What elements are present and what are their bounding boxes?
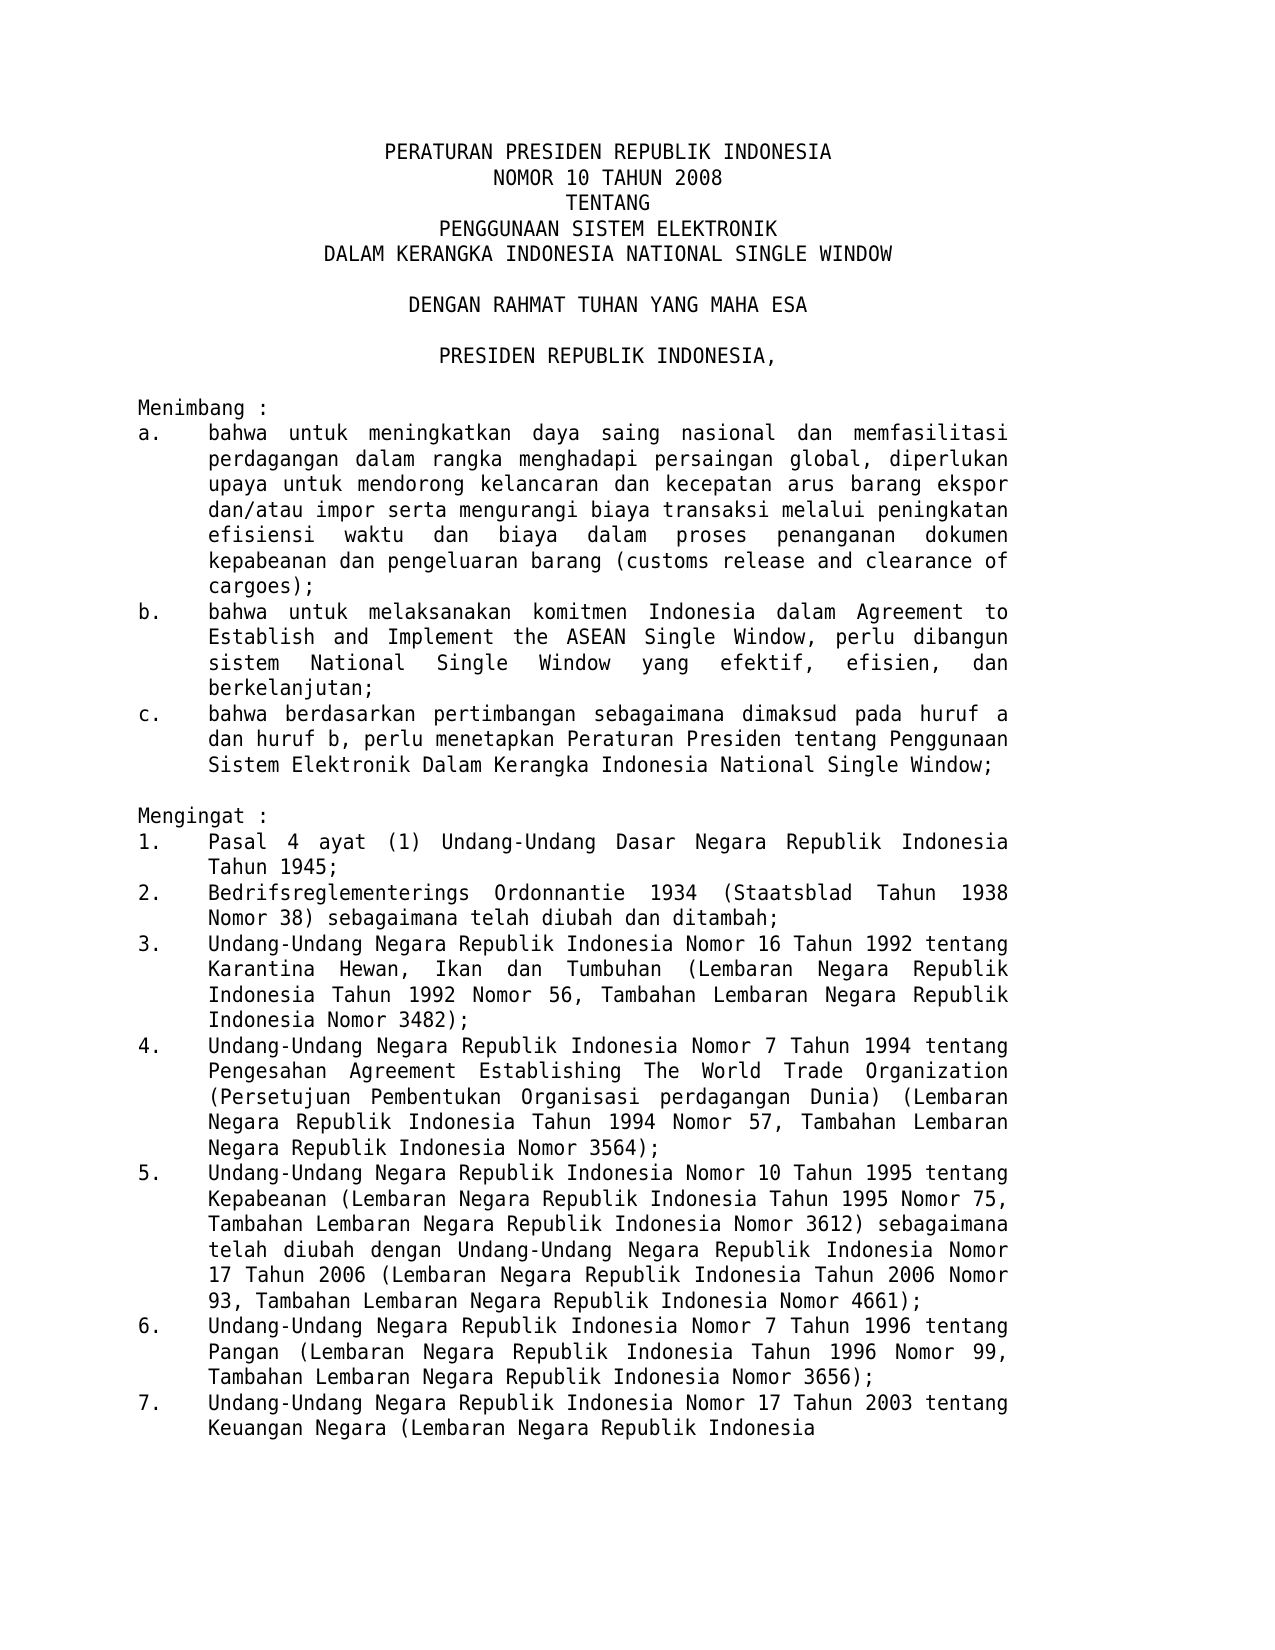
mengingat-item-1 bbox=[138, 830, 1078, 881]
item-marker: c. bbox=[138, 701, 162, 727]
menimbang-section bbox=[138, 396, 1078, 779]
item-marker: 2. bbox=[138, 880, 162, 906]
menimbang-item-c bbox=[138, 702, 1078, 779]
item-marker: 7. bbox=[138, 1390, 162, 1416]
title-line-5: DALAM KERANGKA INDONESIA NATIONAL SINGLE WINDOW bbox=[323, 242, 893, 267]
item-marker: 1. bbox=[138, 829, 162, 855]
mengingat-item-4 bbox=[138, 1034, 1078, 1162]
mengingat-item-5 bbox=[138, 1161, 1078, 1314]
title-line-2: NOMOR 10 TAHUN 2008 bbox=[493, 165, 723, 191]
mengingat-item-7 bbox=[138, 1391, 1078, 1442]
item-text: Undang-Undang Negara Republik Indonesia Nomor 16 Tahun 1992 tentang Karantina Hewan, Ikan dan Tumbuhan (Lembaran Negara Republik Indonesia Tahun 1992 Nomor 56, Tambahan Lembaran Negara Republik Indonesia Nomor 3482); bbox=[208, 931, 1009, 1033]
mengingat-item-2 bbox=[138, 881, 1078, 932]
item-text: Undang-Undang Negara Republik Indonesia Nomor 7 Tahun 1996 tentang Pangan (Lembaran Negara Republik Indonesia Tahun 1996 Nomor 99, Tambahan Lembaran Negara Republik Indonesia Nomor 3656); bbox=[208, 1314, 1009, 1390]
document-title-block bbox=[176, 140, 1041, 268]
item-marker: 6. bbox=[138, 1314, 162, 1339]
spacer-after-title bbox=[138, 268, 1078, 293]
title-line-1: PERATURAN PRESIDEN REPUBLIK INDONESIA bbox=[384, 140, 832, 165]
item-marker: 5. bbox=[138, 1161, 162, 1186]
menimbang-label: Menimbang : bbox=[138, 395, 269, 421]
item-marker: 3. bbox=[138, 931, 162, 957]
blessing-line: DENGAN RAHMAT TUHAN YANG MAHA ESA bbox=[408, 292, 808, 318]
item-text: Bedrifsreglementerings Ordonnantie 1934 (Staatsblad Tahun 1938 Nomor 38) sebagaimana telah diubah dan ditambah; bbox=[208, 880, 1009, 931]
title-line-3: TENTANG bbox=[565, 191, 651, 216]
menimbang-item-a bbox=[138, 421, 1078, 600]
mengingat-item-6 bbox=[138, 1314, 1078, 1391]
item-text: bahwa berdasarkan pertimbangan sebagaimana dimaksud pada huruf a dan huruf b, perlu menetapkan Peraturan Presiden tentang Penggunaan Sistem Elektronik Dalam Kerangka Indonesia National Single Window; bbox=[208, 701, 1009, 778]
menimbang-item-b bbox=[138, 600, 1078, 702]
spacer-after-blessing bbox=[138, 318, 1078, 344]
item-marker: b. bbox=[138, 599, 162, 625]
item-text: bahwa untuk meningkatkan daya saing nasional dan memfasilitasi perdagangan dalam rangka menghadapi persaingan global, diperlukan upaya untuk mendorong kelancaran dan kecepatan arus barang ekspor dan/atau impor serta mengurangi biaya transaksi melalui peningkatan efisiensi waktu dan biaya dalam proses penanganan dokumen kepabeanan dan pengeluaran barang (customs release and clearance of cargoes); bbox=[208, 421, 1009, 599]
item-text: Undang-Undang Negara Republik Indonesia Nomor 7 Tahun 1994 tentang Pengesahan Agreement Establishing The World Trade Organization (Persetujuan Pembentukan Organisasi perdagangan Dunia) (Lembaran Negara Republik Indonesia Tahun 1994 Nomor 57, Tambahan Lembaran Negara Republik Indonesia Nomor 3564); bbox=[208, 1033, 1009, 1161]
item-marker: a. bbox=[138, 421, 162, 446]
item-text: Undang-Undang Negara Republik Indonesia Nomor 17 Tahun 2003 tentang Keuangan Negara (Lembaran Negara Republik Indonesia bbox=[208, 1390, 1009, 1441]
mengingat-item-3 bbox=[138, 932, 1078, 1034]
item-text: Undang-Undang Negara Republik Indonesia Nomor 10 Tahun 1995 tentang Kepabeanan (Lembaran Negara Republik Indonesia Tahun 1995 Nomor 75, Tambahan Lembaran Negara Republik Indonesia Nomor 3612) sebagaimana telah diubah dengan Undang-Undang Negara Republik Indonesia Nomor 17 Tahun 2006 (Lembaran Negara Republik Indonesia Tahun 2006 Nomor 93, Tambahan Lembaran Negara Republik Indonesia Nomor 4661); bbox=[208, 1161, 1009, 1314]
mengingat-section bbox=[138, 804, 1078, 1442]
authority-line: PRESIDEN REPUBLIK INDONESIA, bbox=[438, 344, 778, 369]
document-content bbox=[138, 140, 1078, 1442]
item-marker: 4. bbox=[138, 1033, 162, 1059]
item-text: bahwa untuk melaksanakan komitmen Indonesia dalam Agreement to Establish and Implement the ASEAN Single Window, perlu dibangun sistem National Single Window yang efektif, efisien, dan berkelanjutan; bbox=[208, 599, 1009, 701]
title-line-4: PENGGUNAAN SISTEM ELEKTRONIK bbox=[438, 216, 778, 242]
mengingat-label: Mengingat : bbox=[138, 804, 269, 829]
item-text: Pasal 4 ayat (1) Undang-Undang Dasar Negara Republik Indonesia Tahun 1945; bbox=[208, 829, 1009, 880]
